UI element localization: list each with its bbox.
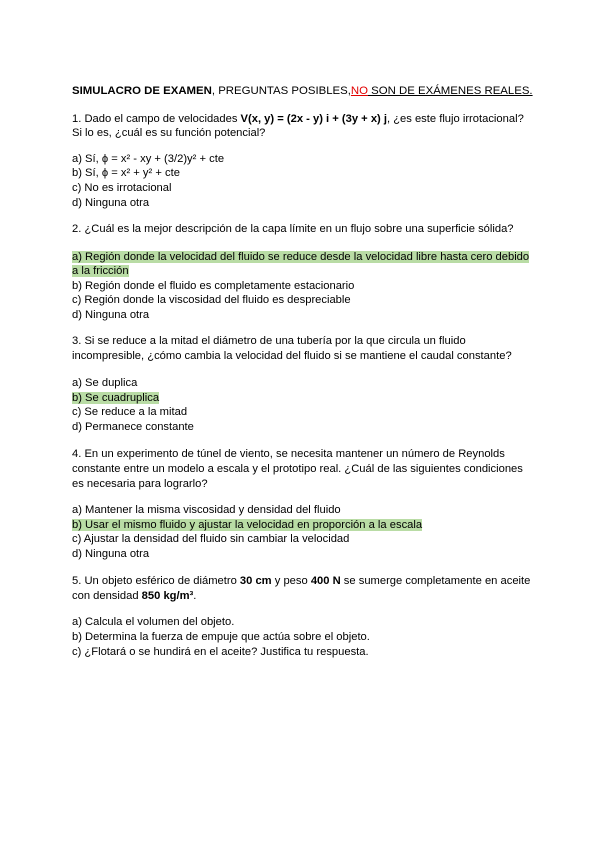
q5-line-1 — [72, 574, 530, 588]
q5-text-a: 5. Un objeto esférico de diámetro — [72, 575, 240, 587]
q4-option-d: d) Ninguna otra — [72, 548, 150, 560]
q2-highlight-a1: a) Región donde la velocidad del fluido se reduce desde la velocidad libre hasta cero debido — [72, 251, 530, 263]
q1-line-1 — [72, 112, 524, 126]
q4-line-3: es necesaria para lograrlo? — [72, 478, 208, 490]
q4-line-2: constante entre un modelo a escala y el prototipo real. ¿Cuál de las siguientes condiciones — [72, 463, 523, 475]
title-bold: SIMULACRO DE EXAMEN — [72, 85, 212, 97]
q5-line-2 — [72, 589, 196, 603]
q3-highlight-b: b) Se cuadruplica — [72, 392, 160, 404]
q5-text-density-label: con densidad — [72, 590, 142, 602]
q5-task-b: b) Determina la fuerza de empuje que actúa sobre el objeto. — [72, 631, 370, 643]
q5-weight: 400 N — [310, 575, 341, 587]
q2-option-a-line-2 — [72, 264, 129, 278]
q1-option-b: b) Sí, ϕ = x² + y² + cte — [72, 167, 180, 179]
q5-text-c: y peso — [271, 575, 311, 587]
q2-highlight-a2: a la fricción — [72, 265, 129, 277]
q1-option-a: a) Sí, ϕ = x² - xy + (3/2)y² + cte — [72, 153, 225, 165]
q4-option-c: c) Ajustar la densidad del fluido sin cambiar la velocidad — [72, 533, 350, 545]
q2-option-d: d) Ninguna otra — [72, 309, 150, 321]
q5-diameter: 30 cm — [239, 575, 272, 587]
q3-option-d: d) Permanece constante — [72, 421, 194, 433]
q5-task-c: c) ¿Flotará o se hundirá en el aceite? Justifica tu respuesta. — [72, 646, 369, 658]
q2-line-1: 2. ¿Cuál es la mejor descripción de la capa límite en un flujo sobre una superficie sólida? — [72, 223, 514, 235]
q3-option-c: c) Se reduce a la mitad — [72, 406, 188, 418]
q5-period: . — [193, 590, 197, 602]
title-underlined: SON DE EXÁMENES REALES. — [368, 85, 533, 97]
q2-option-a-line-1 — [72, 250, 529, 264]
q2-option-c: c) Región donde la viscosidad del fluido es despreciable — [72, 294, 351, 306]
q3-option-a: a) Se duplica — [72, 377, 138, 389]
q5-text-e: se sumerge completamente en aceite — [340, 575, 531, 587]
q5-task-a: a) Calcula el volumen del objeto. — [72, 616, 235, 628]
q4-highlight-b: b) Usar el mismo fluido y ajustar la velocidad en proporción a la escala — [72, 519, 423, 531]
q4-line-1: 4. En un experimento de túnel de viento, se necesita mantener un número de Reynolds — [72, 448, 505, 460]
q1-velocity-field: V(x, y) = (2x - y) i + (3y + x) j — [240, 113, 387, 125]
q1-text-c: , ¿es este flujo irrotacional? — [386, 113, 524, 125]
q5-density: 850 kg/m³ — [141, 590, 194, 602]
q4-option-a: a) Mantener la misma viscosidad y densidad del fluido — [72, 504, 341, 516]
q3-line-2: incompresible, ¿cómo cambia la velocidad del fluido si se mantiene el caudal constante? — [72, 350, 512, 362]
q1-text-a: 1. Dado el campo de velocidades — [72, 113, 241, 125]
q2-option-b: b) Región donde el fluido es completamente estacionario — [72, 280, 355, 292]
q1-option-c: c) No es irrotacional — [72, 182, 172, 194]
q1-line-2: Si lo es, ¿cuál es su función potencial? — [72, 127, 266, 139]
q4-option-b — [72, 518, 422, 532]
q1-option-d: d) Ninguna otra — [72, 197, 150, 209]
q3-option-b — [72, 391, 159, 405]
title-normal: , PREGUNTAS POSIBLES, — [211, 85, 351, 97]
title-red-no: NO — [350, 85, 368, 97]
exam-title — [72, 84, 533, 98]
q3-line-1: 3. Si se reduce a la mitad el diámetro de una tubería por la que circula un fluido — [72, 335, 466, 347]
